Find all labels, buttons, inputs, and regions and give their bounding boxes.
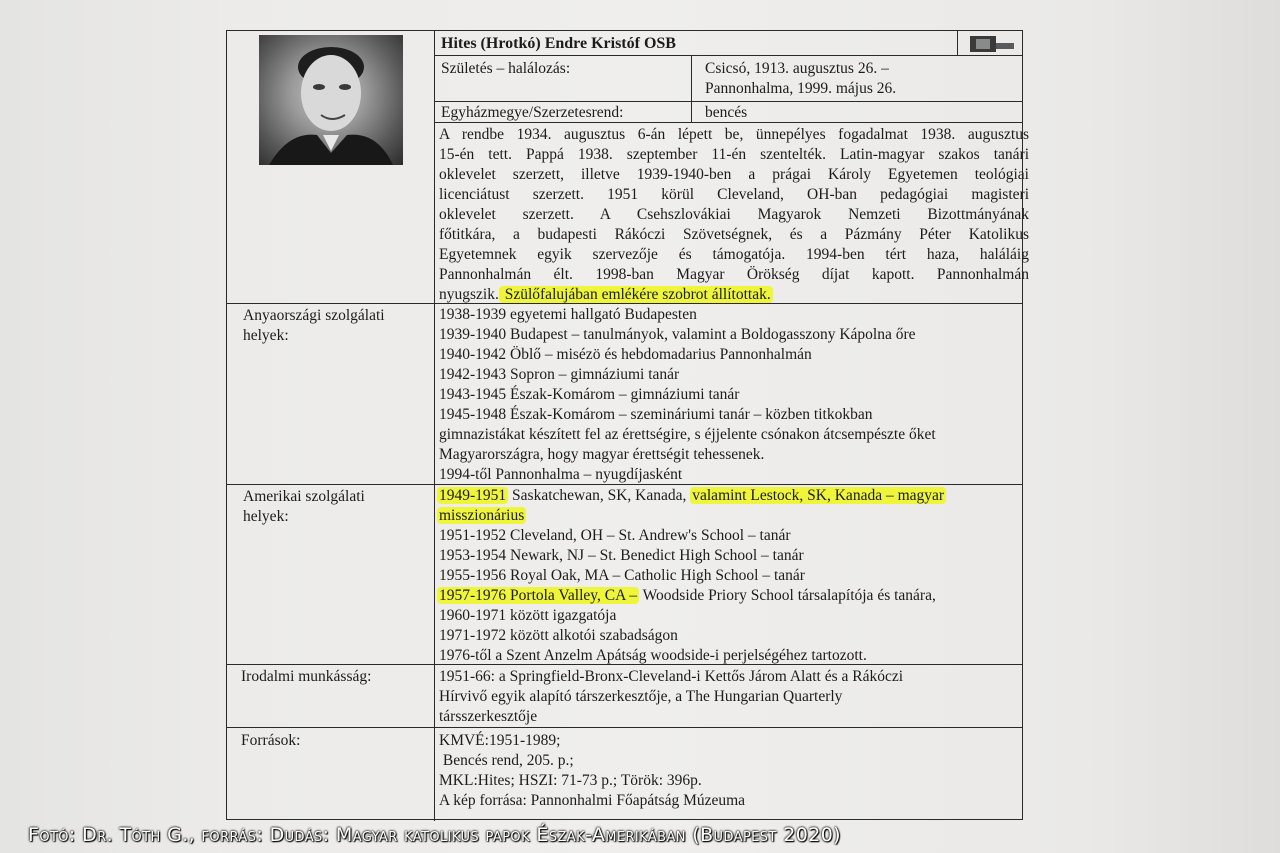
bio-line: 15-én tett. Pappá 1938. szeptember 11-én szentelték. Latin-magyar szakos tanári [439,146,1029,163]
photo-caption: Fotó: Dr. Tóth G., forrás: Dudás: Magyar katolikus papok Észak-Amerikában (Budapest 2020) [28,824,841,846]
birth-death-label: Születés – halálozás: [441,60,571,77]
sources-line: MKL:Hites; HSZI: 71-73 p.; Török: 396p. [439,772,702,789]
rule-header [434,55,1023,56]
us-service-text: Woodside Priory School társalapítója és tanára, [639,587,936,604]
bio-line: oklevelet szerzett, illetve 1939-1940-ben a prágai Károly Egyetemen teológiai [439,166,1029,183]
us-service-first-line [437,486,946,506]
us-service-line: 1953-1954 Newark, NJ – St. Benedict High School – tanár [439,547,804,564]
highlighted-text: 1957-1976 Portola Valley, CA – [439,587,638,604]
bio-line: Pannonhalmán élt. 1998-ban Magyar Örökség díjat kapott. Pannonhalmán [439,266,1029,283]
home-service-line: Magyarországra, hogy magyar érettségit tehessenek. [439,446,765,463]
biography-sheet [226,30,1029,820]
home-service-line: 1940-1942 Öblő – misézö és hebdomadarius Pannonhalmán [439,346,812,363]
us-service-line: 1976-től a Szent Anzelm Apátság woodside-i perjelségéhez tartozott. [439,647,867,664]
portrait-photo-icon [259,35,403,165]
bio-line: licenciátust szerzett. 1951 körül Cleveland, OH-ban pedagógiai magisteri [439,186,1029,203]
logo-icon [962,33,1022,55]
value-divider [691,55,692,123]
literary-line: Hírvivő egyik alapító társzerkesztője, a The Hungarian Quarterly [439,688,843,705]
highlighted-text: Szülőfalujában emlékére szobrot állítottak. [500,286,771,303]
home-service-line: 1994-től Pannonhalma – nyugdíjasként [439,466,683,483]
home-service-line: 1942-1943 Sopron – gimnáziumi tanár [439,366,680,383]
bio-line: Egyetemnek egyik szervezője és támogatója. 1994-ben tért haza, haláláig [439,246,1029,263]
portrait-photo [259,35,403,165]
us-service-portola-line [437,586,936,606]
us-service-text: Saskatchewan, SK, Kanada, [508,487,691,504]
us-service-line: 1971-1972 között alkotói szabadságon [439,627,678,644]
us-service-line: 1955-1956 Royal Oak, MA – Catholic High School – tanár [439,567,805,584]
birth-line: Csicsó, 1913. augusztus 26. – [705,60,889,77]
sources-label: Források: [241,732,301,749]
home-service-label: Anyaországi szolgálati [243,307,385,324]
person-name: Hites (Hrotkó) Endre Kristóf OSB [441,35,676,52]
home-service-label-2: helyek: [243,327,289,344]
literary-line: 1951-66: a Springfield-Bronx-Cleveland-i Kettős Járom Alatt és a Rákóczi [439,668,904,685]
rule-literary [227,727,1023,728]
home-service-line: 1938-1939 egyetemi hallgató Budapesten [439,306,697,323]
bio-last-text: nyugszik. [439,286,499,303]
us-service-line: 1960-1971 között igazgatója [439,607,617,624]
us-service-label-2: helyek: [243,508,289,525]
home-service-line: gimnazistákat készített fel az érettségire, s éjjelente csónakon átcsempészte őket [439,426,936,443]
logo-divider [957,31,958,55]
us-service-second-line [437,506,526,526]
home-service-line: 1945-1948 Észak-Komárom – szemináriumi tanár – közben titkokban [439,406,873,423]
sources-line: KMVÉ:1951-1989; [439,732,561,749]
column-divider [434,31,435,821]
rule-birth [434,101,1023,102]
us-service-line: 1951-1952 Cleveland, OH – St. Andrew's School – tanár [439,527,791,544]
bio-line: főtitkára, a budapesti Rákóczi Szövetségnek, és a Pázmány Péter Katolikus [439,226,1029,243]
highlighted-text: misszionárius [439,507,525,524]
highlighted-text: valamint Lestock, SK, Kanada – magyar [692,487,945,504]
sources-line: Bencés rend, 205. p.; [439,752,574,769]
bio-last-line [439,285,773,305]
sources-line: A kép forrása: Pannonhalmi Főapátság Múzeuma [439,792,746,809]
death-line: Pannonhalma, 1999. május 26. [705,80,897,97]
order-value: bencés [705,104,748,121]
literary-line: társszerkesztője [439,708,538,725]
home-service-line: 1943-1945 Észak-Komárom – gimnáziumi tanár [439,386,740,403]
order-label: Egyházmegye/Szerzetesrend: [441,104,624,121]
literary-label: Irodalmi munkásság: [241,668,372,685]
us-service-label: Amerikai szolgálati [243,488,365,505]
highlighted-text: 1949-1951 [439,487,507,504]
bio-line: oklevelet szerzett. A Csehszlovákiai Magyarok Nemzeti Bizottmányának [439,206,1029,223]
bio-line: A rendbe 1934. augusztus 6-án lépett be, ünnepélyes fogadalmat 1938. augusztus [439,126,1029,143]
home-service-line: 1939-1940 Budapest – tanulmányok, valamint a Boldogasszony Kápolna őre [439,326,916,343]
